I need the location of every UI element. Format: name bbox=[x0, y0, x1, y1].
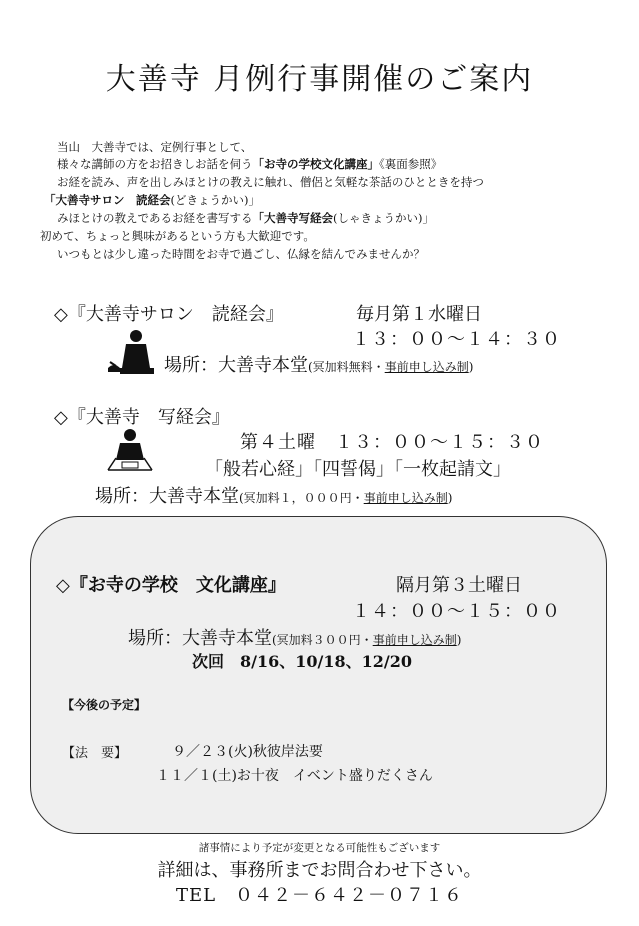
upcoming-heading: 【今後の予定】 bbox=[62, 698, 147, 712]
salon-time: １３：００～１４：３０ bbox=[352, 329, 561, 350]
shakyo-place-line: 場所：大善寺本堂(冥加料１，０００円・事前申し込み制) bbox=[95, 486, 453, 507]
lecture-time: １４：００～１５：００ bbox=[352, 601, 561, 622]
monk-reading-icon bbox=[104, 328, 156, 378]
intro-line-1: 当山 大善寺では、定例行事として、 bbox=[57, 140, 253, 154]
houyou-label: 【法 要】 bbox=[62, 746, 128, 761]
salon-title: ◇『大善寺サロン 読経会』 bbox=[54, 304, 284, 325]
lecture-place-line: 場所：大善寺本堂(冥加料３００円・事前申し込み制) bbox=[128, 628, 462, 649]
event-1: ９／２３(火)秋彼岸法要 bbox=[172, 744, 323, 760]
page-title: 大善寺 月例行事開催のご案内 bbox=[105, 62, 534, 97]
intro-line-2: 様々な講師の方をお招きしお話を伺う「お寺の学校文化講座」《裏面参照》 bbox=[57, 157, 443, 171]
lecture-title: ◇『お寺の学校 文化講座』 bbox=[56, 575, 286, 596]
salon-place-line: 場所：大善寺本堂(冥加料無料・事前申し込み制) bbox=[164, 355, 474, 376]
lecture-next: 次回 8/16、10/18、12/20 bbox=[192, 652, 412, 671]
lecture-schedule: 隔月第３土曜日 bbox=[396, 575, 522, 596]
intro-line-3: お経を読み、声を出しみほとけの教えに触れ、僧侶と気軽な茶話のひとときを持つ bbox=[57, 175, 484, 189]
lecture-box bbox=[30, 516, 607, 834]
shakyo-schedule-time: 第４土曜 １３：００～１５：３０ bbox=[240, 432, 544, 453]
footer-inquiry: 詳細は、事務所までお問合わせ下さい。 bbox=[157, 860, 482, 881]
footer-notice: 諸事情により予定が変更となる可能性もございます bbox=[198, 842, 441, 854]
shakyo-title: ◇『大善寺 写経会』 bbox=[54, 407, 230, 428]
intro-line-7: いつもとは少し違った時間をお寺で過ごし、仏縁を結んでみませんか？ bbox=[57, 247, 425, 261]
intro-line-6: 初めて、ちょっと興味があるという方も大歓迎です。 bbox=[40, 229, 315, 243]
footer-tel: TEL ０４２－６４２－０７１６ bbox=[175, 885, 464, 906]
shakyo-sutras: 「般若心経」「四誓偈」「一枚起請文」 bbox=[205, 459, 511, 480]
salon-schedule: 毎月第１水曜日 bbox=[356, 304, 482, 325]
intro-line-5: みほとけの教えであるお経を書写する「大善寺写経会(しゃきょうかい)」 bbox=[57, 211, 434, 225]
event-2: １１／１(土)お十夜 イベント盛りだくさん bbox=[156, 768, 433, 784]
person-writing-icon bbox=[104, 428, 156, 472]
intro-line-4: 「大善寺サロン 読経会(どきょうかい)」 bbox=[44, 193, 260, 207]
